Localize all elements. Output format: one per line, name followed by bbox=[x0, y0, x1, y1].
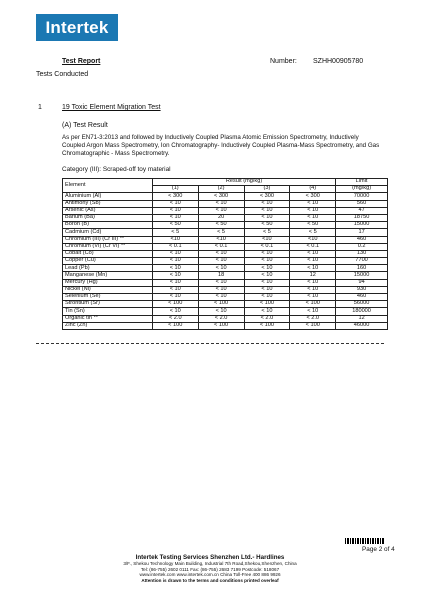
table-row bbox=[63, 301, 388, 308]
result-1-cell: < 5 bbox=[152, 229, 198, 236]
limit-cell: 56000 bbox=[336, 301, 388, 308]
result-4-cell: < 0.1 bbox=[290, 243, 336, 250]
result-4-cell: < 10 bbox=[290, 200, 336, 207]
section-number: 1 bbox=[38, 104, 42, 111]
result-3-cell: < 10 bbox=[244, 279, 290, 286]
footer-phone: Tel: (86-755) 2602 0111 Fax: (86-755) 2683 7199 Postcode: 518067 bbox=[140, 566, 280, 572]
result-1-cell: < 10 bbox=[152, 294, 198, 301]
report-number: SZHH00905780 bbox=[313, 58, 364, 65]
result-1-cell: < 10 bbox=[152, 279, 198, 286]
limit-cell: 7700 bbox=[336, 258, 388, 265]
element-cell: Mercury (Hg) bbox=[63, 279, 153, 286]
result-3-cell: < 10 bbox=[244, 265, 290, 272]
element-cell: Cobalt (Co) bbox=[63, 250, 153, 257]
element-cell: Lead (Pb) bbox=[63, 265, 153, 272]
element-cell: Arsenic (As) bbox=[63, 207, 153, 214]
sample-4-header: (4) bbox=[290, 186, 336, 193]
result-4-cell: < 10 bbox=[290, 279, 336, 286]
result-1-cell: < 10 bbox=[152, 214, 198, 221]
limit-cell: 70000 bbox=[336, 193, 388, 200]
footer-company: Intertek Testing Services Shenzhen Ltd.- Hardlines bbox=[135, 554, 285, 561]
result-3-cell: < 10 bbox=[244, 308, 290, 315]
result-1-cell: < 50 bbox=[152, 222, 198, 229]
result-4-cell: < 50 bbox=[290, 222, 336, 229]
result-4-cell: < 10 bbox=[290, 294, 336, 301]
category-line: Category (III): Scraped-off toy material bbox=[62, 166, 171, 173]
result-2-cell: < 10 bbox=[198, 200, 244, 207]
table-row bbox=[63, 265, 388, 272]
sample-1-header: (1) bbox=[152, 186, 198, 193]
limit-unit-header: (mg/kg) bbox=[336, 186, 388, 193]
limit-cell: 15000 bbox=[336, 222, 388, 229]
result-2-cell: < 10 bbox=[198, 294, 244, 301]
result-4-cell: < 10 bbox=[290, 207, 336, 214]
result-2-cell: < 100 bbox=[198, 301, 244, 308]
result-4-cell: < 10 bbox=[290, 258, 336, 265]
limit-cell: 12 bbox=[336, 315, 388, 322]
element-cell: Chromium (VI) (Cr VI) ** bbox=[63, 243, 153, 250]
sample-3-header: (3) bbox=[244, 186, 290, 193]
element-cell: Organic tin ** bbox=[63, 315, 153, 322]
element-cell: Tin (Sn) bbox=[63, 308, 153, 315]
result-2-cell: <10 bbox=[198, 236, 244, 243]
element-cell: Zinc (Zn) bbox=[63, 322, 153, 329]
result-3-cell: < 300 bbox=[244, 193, 290, 200]
limit-cell: 130 bbox=[336, 250, 388, 257]
result-1-cell: < 10 bbox=[152, 258, 198, 265]
results-table bbox=[62, 178, 388, 330]
table-row bbox=[63, 222, 388, 229]
report-number-label: Number: bbox=[270, 58, 297, 65]
limit-cell: 160 bbox=[336, 265, 388, 272]
result-3-cell: < 10 bbox=[244, 214, 290, 221]
element-cell: Manganese (Mn) bbox=[63, 272, 153, 279]
result-1-cell: < 0.1 bbox=[152, 243, 198, 250]
result-4-cell: < 10 bbox=[290, 250, 336, 257]
sample-2-header: (2) bbox=[198, 186, 244, 193]
result-4-cell: < 10 bbox=[290, 286, 336, 293]
result-2-cell: 18 bbox=[198, 272, 244, 279]
result-4-cell: <10 bbox=[290, 236, 336, 243]
limit-cell: 0.2 bbox=[336, 243, 388, 250]
result-3-cell: < 2.0 bbox=[244, 315, 290, 322]
limit-cell: 180000 bbox=[336, 308, 388, 315]
result-3-cell: <10 bbox=[244, 236, 290, 243]
result-3-cell: < 50 bbox=[244, 222, 290, 229]
element-column-header: Element bbox=[63, 179, 153, 193]
result-3-cell: < 10 bbox=[244, 207, 290, 214]
result-2-cell: < 10 bbox=[198, 207, 244, 214]
limit-cell: 460 bbox=[336, 294, 388, 301]
barcode bbox=[345, 538, 385, 544]
result-1-cell: <10 bbox=[152, 236, 198, 243]
result-1-cell: < 10 bbox=[152, 265, 198, 272]
intertek-logo: Intertek bbox=[36, 14, 118, 41]
limit-cell: 18750 bbox=[336, 214, 388, 221]
limit-cell: 460 bbox=[336, 236, 388, 243]
footer-web: www.intertek.com www.intertek.com.cn China Toll-Free 400 886 9926 bbox=[139, 572, 281, 577]
page-indicator: Page 2 of 4 bbox=[362, 546, 395, 553]
result-4-cell: < 2.0 bbox=[290, 315, 336, 322]
result-2-cell: < 0.1 bbox=[198, 243, 244, 250]
result-2-cell: < 10 bbox=[198, 308, 244, 315]
test-result-subtitle: (A) Test Result bbox=[62, 122, 108, 129]
result-1-cell: < 2.0 bbox=[152, 315, 198, 322]
result-2-cell: < 50 bbox=[198, 222, 244, 229]
result-4-cell: < 10 bbox=[290, 214, 336, 221]
result-4-cell: < 5 bbox=[290, 229, 336, 236]
result-4-cell: < 100 bbox=[290, 301, 336, 308]
result-1-cell: < 10 bbox=[152, 207, 198, 214]
element-cell: Selenium (Se) bbox=[63, 294, 153, 301]
element-cell: Strontium (Sr) bbox=[63, 301, 153, 308]
result-3-cell: < 5 bbox=[244, 229, 290, 236]
result-3-cell: < 10 bbox=[244, 272, 290, 279]
table-row bbox=[63, 322, 388, 329]
result-3-cell: < 10 bbox=[244, 286, 290, 293]
result-2-cell: < 10 bbox=[198, 279, 244, 286]
limit-cell: 47 bbox=[336, 207, 388, 214]
result-4-cell: < 300 bbox=[290, 193, 336, 200]
result-2-cell: 20 bbox=[198, 214, 244, 221]
limit-cell: 15000 bbox=[336, 272, 388, 279]
result-1-cell: < 10 bbox=[152, 200, 198, 207]
element-cell: Copper (Cu) bbox=[63, 258, 153, 265]
result-2-cell: < 10 bbox=[198, 265, 244, 272]
element-cell: Aluminium (Al) bbox=[63, 193, 153, 200]
result-1-cell: < 10 bbox=[152, 308, 198, 315]
element-cell: Boron (B) bbox=[63, 222, 153, 229]
result-2-cell: < 10 bbox=[198, 258, 244, 265]
result-2-cell: < 300 bbox=[198, 193, 244, 200]
result-3-cell: < 10 bbox=[244, 200, 290, 207]
result-4-cell: < 100 bbox=[290, 322, 336, 329]
limit-cell: 46000 bbox=[336, 322, 388, 329]
result-2-cell: < 10 bbox=[198, 286, 244, 293]
result-4-cell: < 10 bbox=[290, 265, 336, 272]
table-row bbox=[63, 207, 388, 214]
limit-cell: 560 bbox=[336, 200, 388, 207]
footer bbox=[80, 554, 340, 583]
result-1-cell: < 10 bbox=[152, 272, 198, 279]
limit-cell: 94 bbox=[336, 279, 388, 286]
table-row bbox=[63, 229, 388, 236]
result-3-cell: < 0.1 bbox=[244, 243, 290, 250]
element-cell: Antimony (Sb) bbox=[63, 200, 153, 207]
element-cell: Barium (Ba) bbox=[63, 214, 153, 221]
result-1-cell: < 10 bbox=[152, 286, 198, 293]
method-paragraph: As per EN71-3:2013 and followed by Inductively Coupled Plasma Atomic Emission Spectrometry, Inductively Coupled Argon Mass Spectrometry, Ion Chromatography- Inductively Coupled Plasma-Mass Spectrometry, and Gas Chromatographic - Mass Spectrometry. bbox=[62, 134, 380, 157]
result-2-cell: < 100 bbox=[198, 322, 244, 329]
result-1-cell: < 100 bbox=[152, 301, 198, 308]
table-row bbox=[63, 193, 388, 200]
element-cell: Chromium (III) (Cr III) ** bbox=[63, 236, 153, 243]
footer-notice: Attention is drawn to the terms and conditions printed overleaf bbox=[141, 577, 279, 583]
table-row bbox=[63, 258, 388, 265]
result-4-cell: < 10 bbox=[290, 308, 336, 315]
section-title: 19 Toxic Element Migration Test bbox=[62, 104, 161, 111]
footer-address: 3/F., Shekou Technology Main Building, Industrial 7th Road,Shekou,Shenzhen, China bbox=[123, 561, 297, 566]
result-2-cell: < 2.0 bbox=[198, 315, 244, 322]
result-1-cell: < 10 bbox=[152, 250, 198, 257]
result-1-cell: < 300 bbox=[152, 193, 198, 200]
result-3-cell: < 10 bbox=[244, 294, 290, 301]
result-3-cell: < 100 bbox=[244, 322, 290, 329]
tests-conducted-heading: Tests Conducted bbox=[36, 71, 89, 78]
result-column-header: Result (mg/kg) bbox=[152, 179, 335, 186]
element-cell: Cadmium (Cd) bbox=[63, 229, 153, 236]
result-2-cell: < 5 bbox=[198, 229, 244, 236]
limit-cell: 930 bbox=[336, 286, 388, 293]
table-row bbox=[63, 308, 388, 315]
report-title: Test Report bbox=[62, 58, 101, 65]
result-4-cell: 12 bbox=[290, 272, 336, 279]
result-3-cell: < 10 bbox=[244, 258, 290, 265]
result-1-cell: < 100 bbox=[152, 322, 198, 329]
limit-cell: 17 bbox=[336, 229, 388, 236]
element-cell: Nickel (Ni) bbox=[63, 286, 153, 293]
limit-column-header: Limit bbox=[336, 179, 388, 186]
result-2-cell: < 10 bbox=[198, 250, 244, 257]
results-table-body bbox=[63, 193, 388, 330]
result-3-cell: < 100 bbox=[244, 301, 290, 308]
result-3-cell: < 10 bbox=[244, 250, 290, 257]
section-divider bbox=[36, 343, 384, 344]
